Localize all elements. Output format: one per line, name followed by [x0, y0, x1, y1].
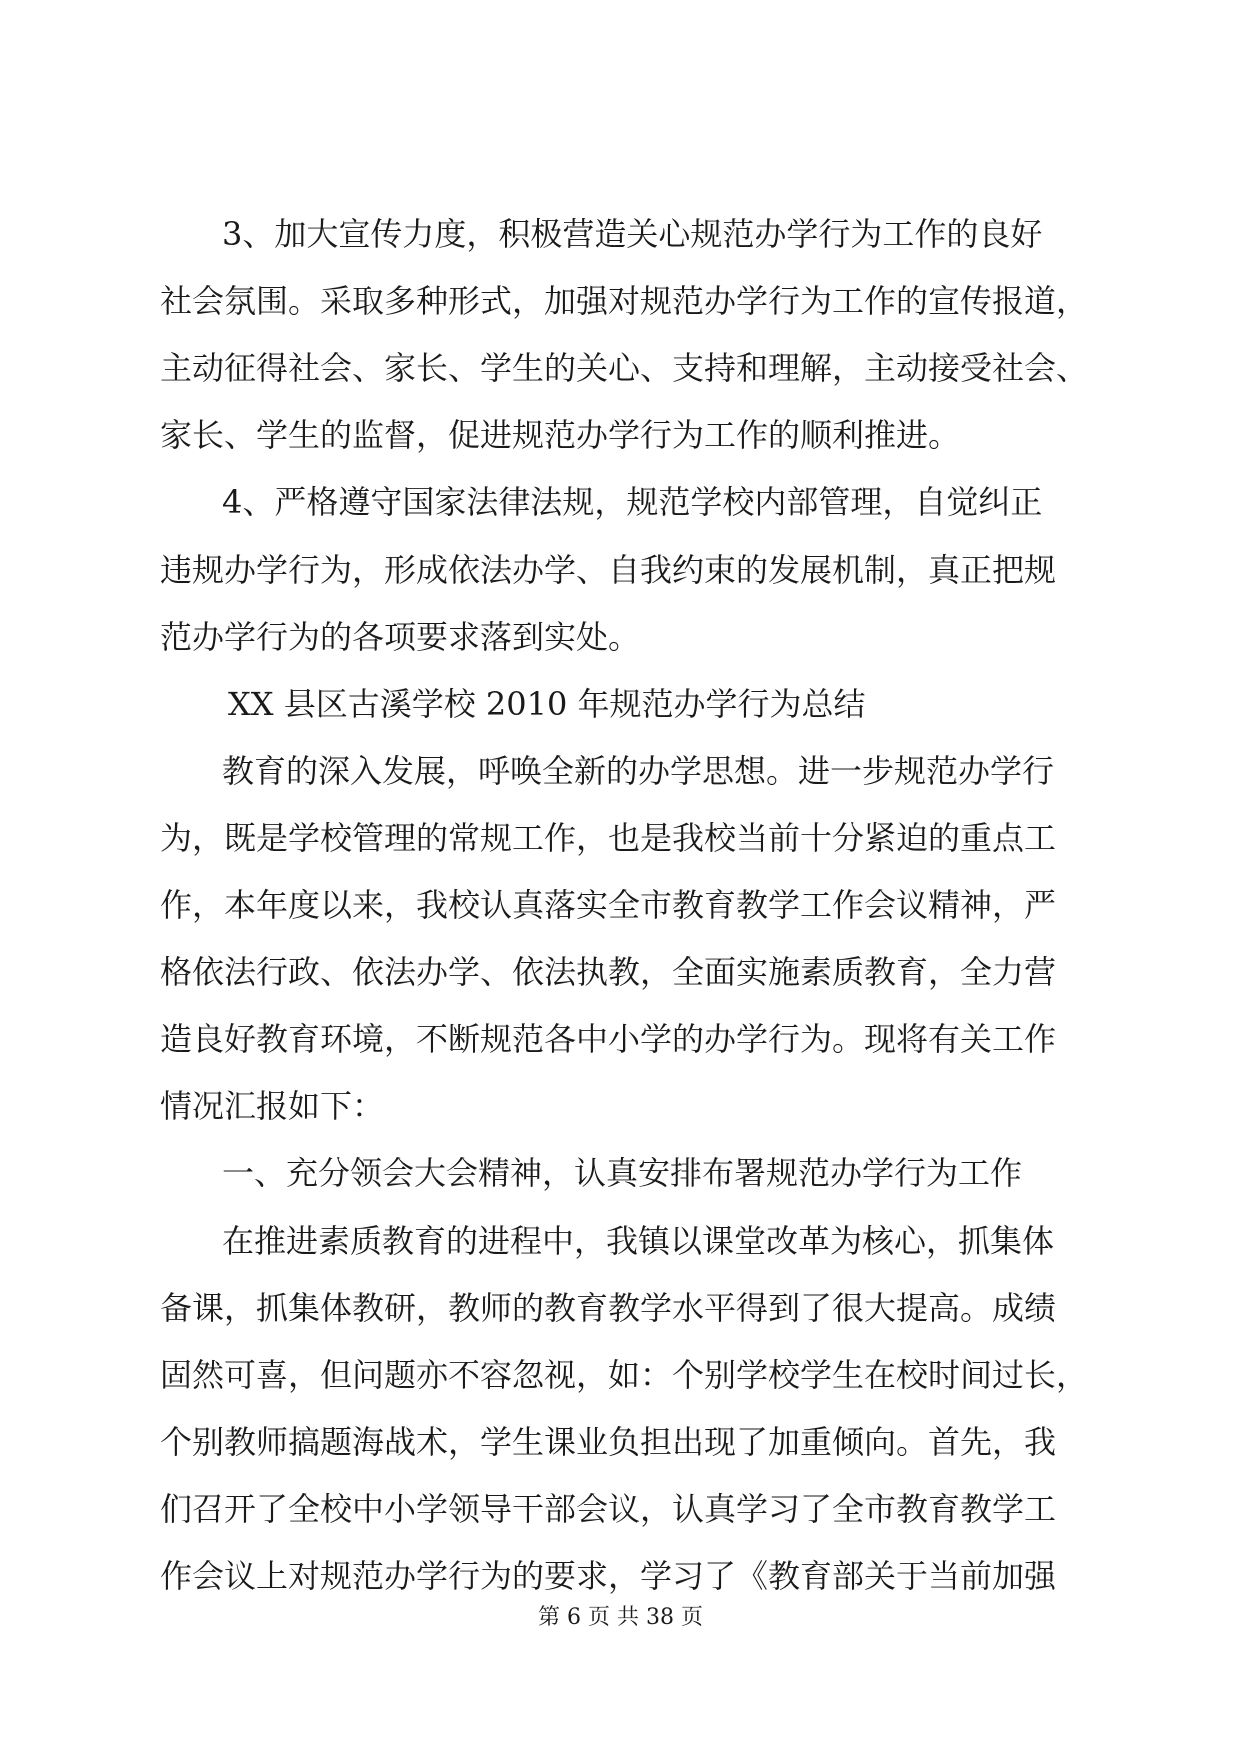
paragraph-4-line-2: 备课，抓集体教研，教师的教育教学水平得到了很大提高。成绩: [160, 1289, 1057, 1327]
paragraph-1-line-3: 主动征得社会、家长、学生的关心、支持和理解，主动接受社会、: [160, 349, 1089, 387]
paragraph-2-line-2: 违规办学行为，形成依法办学、自我约束的发展机制，真正把规: [160, 551, 1057, 589]
paragraph-3-line-5: 造良好教育环境，不断规范各中小学的办学行为。现将有关工作: [160, 1020, 1057, 1058]
paragraph-3-line-4: 格依法行政、依法办学、依法执教，全面实施素质教育，全力营: [160, 953, 1057, 991]
heading-one: 一、充分领会大会精神，认真安排布署规范办学行为工作: [222, 1154, 1023, 1192]
paragraph-1-line-2: 社会氛围。采取多种形式，加强对规范办学行为工作的宣传报道，: [160, 282, 1089, 320]
paragraph-3-line-3: 作，本年度以来，我校认真落实全市教育教学工作会议精神，严: [160, 886, 1057, 924]
paragraph-2-line-3: 范办学行为的各项要求落到实处。: [160, 618, 641, 656]
paragraph-4-line-5: 们召开了全校中小学领导干部会议，认真学习了全市教育教学工: [160, 1490, 1057, 1528]
section-title: XX 县区古溪学校 2010 年规范办学行为总结: [228, 685, 866, 723]
paragraph-4-line-3: 固然可喜，但问题亦不容忽视，如：个别学校学生在校时间过长，: [160, 1356, 1089, 1394]
paragraph-2-line-1: 4、严格遵守国家法律法规，规范学校内部管理，自觉纠正: [222, 483, 1043, 521]
page-number-footer: 第 6 页 共 38 页: [538, 1605, 703, 1630]
paragraph-4-line-1: 在推进素质教育的进程中，我镇以课堂改革为核心，抓集体: [222, 1222, 1055, 1260]
paragraph-4-line-6: 作会议上对规范办学行为的要求，学习了《教育部关于当前加强: [160, 1557, 1057, 1595]
paragraph-3-line-1: 教育的深入发展，呼唤全新的办学思想。进一步规范办学行: [222, 752, 1055, 790]
paragraph-3-line-2: 为，既是学校管理的常规工作，也是我校当前十分紧迫的重点工: [160, 819, 1057, 857]
paragraph-4-line-4: 个别教师搞题海战术，学生课业负担出现了加重倾向。首先，我: [160, 1423, 1057, 1461]
paragraph-1-line-1: 3、加大宣传力度，积极营造关心规范办学行为工作的良好: [222, 215, 1043, 253]
paragraph-3-line-6: 情况汇报如下：: [160, 1087, 385, 1125]
paragraph-1-line-4: 家长、学生的监督，促进规范办学行为工作的顺利推进。: [160, 416, 961, 454]
